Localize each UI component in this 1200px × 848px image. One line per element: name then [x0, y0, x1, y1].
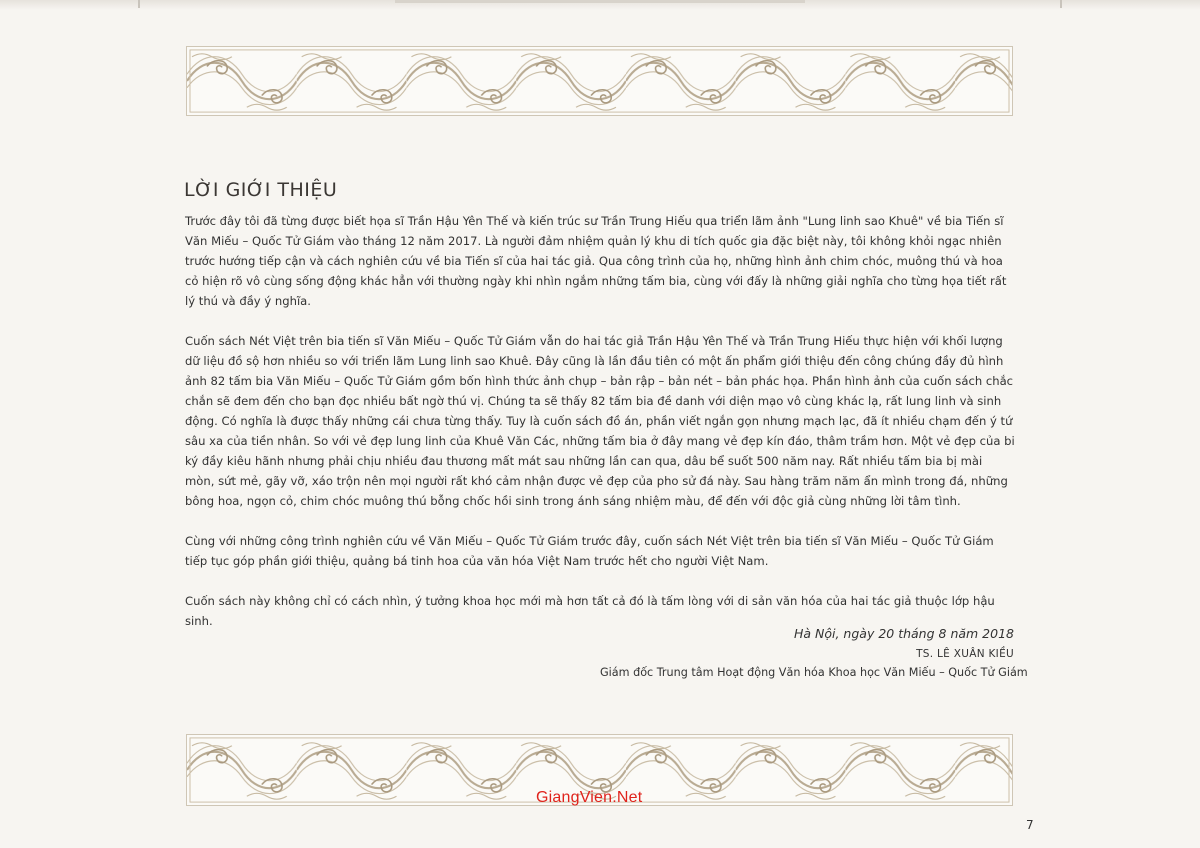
- page-title: LỜI GIỚI THIỆU: [184, 178, 338, 201]
- signature-date: Hà Nội, ngày 20 tháng 8 năm 2018: [793, 626, 1014, 641]
- page-edge-mark-left: [138, 0, 140, 8]
- signature-role: Giám đốc Trung tâm Hoạt động Văn hóa Khoa học Văn Miếu – Quốc Tử Giám: [600, 666, 1028, 679]
- watermark-text: GiangVien.Net: [536, 789, 643, 806]
- paragraph-4: Cuốn sách này không chỉ có cách nhìn, ý tưởng khoa học mới mà hơn tất cả đó là tấm lòng với di sản văn hóa của hai tác giả thuộc lớp hậu sinh.: [185, 594, 995, 628]
- page-edge-mark-right: [1060, 0, 1062, 8]
- paragraph-3: Cùng với những công trình nghiên cứu về Văn Miếu – Quốc Tử Giám trước đây, cuốn sách Nét Việt trên bia tiến sĩ Văn Miếu – Quốc Tử Giám tiếp tục góp phần giới thiệu, quảng bá tinh hoa của văn hóa Việt Nam trước hết cho người Việt Nam.: [185, 534, 994, 568]
- paragraph-2: Cuốn sách Nét Việt trên bia tiến sĩ Văn Miếu – Quốc Tử Giám vẫn do hai tác giả Trần Hậu Yên Thế và Trần Trung Hiếu thực hiện với khối lượng dữ liệu đồ sộ hơn nhiều so với triển lãm Lung linh sao Khuê. Đây cũng là lần đầu tiên có một ấn phẩm giới thiệu đến công chúng đầy đủ hình ảnh 82 tấm bia Văn Miếu – Quốc Tử Giám gồm bốn hình thức ảnh chụp – bản rập – bản nét – bản phác họa. Phần hình ảnh của cuốn sách chắc chắn sẽ đem đến cho bạn đọc nhiều bất ngờ thú vị. Chúng ta sẽ thấy 82 tấm bia đề danh với diện mạo vô cùng khác lạ, rất lung linh và sinh động. Có nghĩa là được thấy những cái chưa từng thấy. Tuy là cuốn sách đồ án, phần viết ngắn gọn nhưng mạch lạc, đã ít nhiều chạm đến ý tứ sâu xa của tiền nhân. So với vẻ đẹp lung linh của Khuê Văn Các, những tấm bia ở đây mang vẻ đẹp kín đáo, thâm trầm hơn. Một vẻ đẹp của bi ký đầy kiêu hãnh nhưng phải chịu nhiều đau thương mất mát sau những lần can qua, dâu bể suốt 500 năm nay. Rất nhiều tấm bia bị mài mòn, sứt mẻ, gãy vỡ, xáo trộn nên mọi người rất khó cảm nhận được vẻ đẹp của pho sử đá này. Sau hàng trăm năm ẩn mình trong đá, những bông hoa, ngọn cỏ, chim chóc muông thú bỗng chốc hồi sinh trong ánh sáng nhiệm màu, để đến với độc giả cùng những lời tâm tình.: [185, 334, 1015, 508]
- page-number: 7: [1026, 818, 1034, 832]
- page-edge-mark-center: [395, 0, 805, 3]
- cloud-wave-pattern-top: [187, 47, 1012, 115]
- intro-body: [185, 211, 1015, 651]
- paragraph-1: Trước đây tôi đã từng được biết họa sĩ Trần Hậu Yên Thế và kiến trúc sư Trần Trung Hiếu qua triển lãm ảnh "Lung linh sao Khuê" về bia Tiến sĩ Văn Miếu – Quốc Tử Giám vào tháng 12 năm 2017. Là người đảm nhiệm quản lý khu di tích quốc gia đặc biệt này, tôi không khỏi ngạc nhiên trước hướng tiếp cận và cách nghiên cứu về bia Tiến sĩ của hai tác giả. Qua công trình của họ, những hình ảnh chim chóc, muông thú và hoa cỏ hiện rõ vô cùng sống động khác hẳn với thường ngày khi nhìn ngắm những tấm bia, cùng với đấy là những giải nghĩa cho từng họa tiết rất lý thú và đầy ý nghĩa.: [185, 214, 1007, 308]
- ornamental-border-top: [186, 46, 1013, 116]
- signature-name: TS. LÊ XUÂN KIỀU: [916, 648, 1014, 660]
